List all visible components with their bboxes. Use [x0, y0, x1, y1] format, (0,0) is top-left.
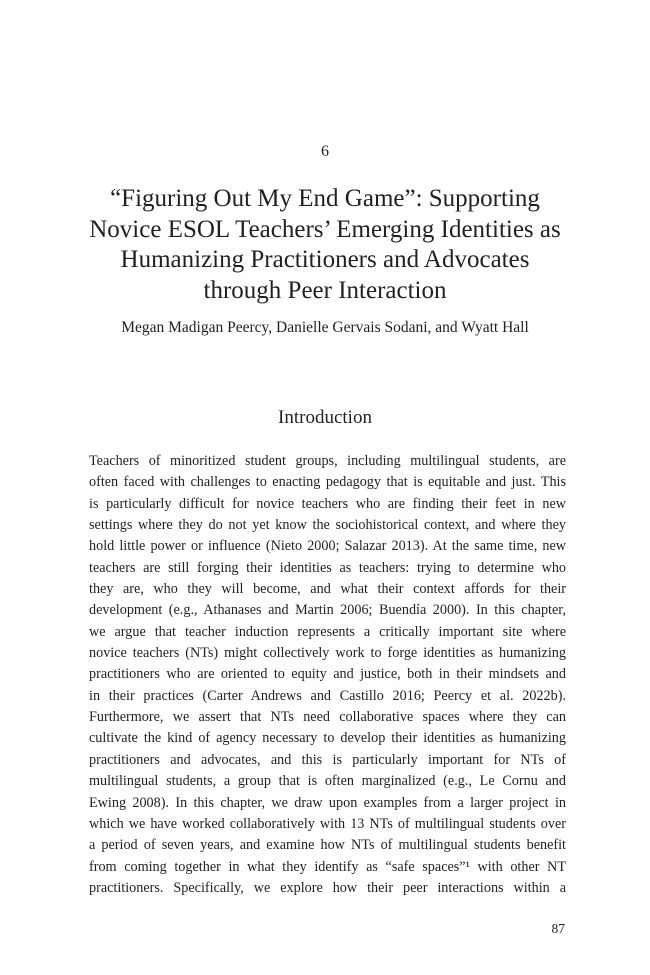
paragraph-line: teachers are still forging their identities as teachers: trying to determine who: [89, 559, 566, 576]
chapter-title-line: Novice ESOL Teachers’ Emerging Identities as: [89, 215, 561, 243]
chapter-title-line: through Peer Interaction: [203, 276, 447, 304]
paragraph-line: in their practices (Carter Andrews and Castillo 2016; Peercy et al. 2022b).: [89, 687, 566, 704]
chapter-authors: Megan Madigan Peercy, Danielle Gervais Sodani, and Wyatt Hall: [121, 319, 529, 336]
chapter-title: [60, 184, 590, 306]
paragraph-line: settings where they do not yet know the sociohistorical context, and where they: [89, 517, 566, 534]
paragraph-line: cultivate the kind of agency necessary to develop their identities as humanizing: [89, 730, 566, 747]
paragraph-line: development (e.g., Athanases and Martin 2006; Buendía 2000). In this chapter,: [89, 602, 566, 619]
paragraph-line: multilingual students, a group that is often marginalized (e.g., Le Cornu and: [89, 773, 566, 790]
paragraph-line: often faced with challenges to enacting pedagogy that is equitable and just. This: [89, 474, 566, 491]
paragraph-line: which we have worked collaboratively with 13 NTs of multilingual students over: [89, 815, 566, 832]
chapter-title-line: “Figuring Out My End Game”: Supporting: [110, 185, 540, 212]
paragraph-line: is particularly difficult for novice teachers who are finding their feet in new: [89, 495, 566, 512]
paragraph-line: from coming together in what they identify as “safe spaces”¹ with other NT: [89, 858, 566, 875]
paragraph-line: a period of seven years, and examine how NTs of multilingual students benefit: [89, 837, 566, 854]
body-paragraph: [89, 451, 566, 899]
paragraph-line: Teachers of minoritized student groups, including multilingual students, are: [89, 453, 566, 469]
chapter-title-line: Humanizing Practitioners and Advocates: [120, 246, 530, 273]
paragraph-line: Furthermore, we assert that NTs need collaborative spaces where they can: [89, 709, 566, 726]
paragraph-line: hold little power or influence (Nieto 2000; Salazar 2013). At the same time, new: [89, 538, 566, 555]
paragraph-line: practitioners who are oriented to equity and justice, both in their mindsets and: [89, 666, 566, 683]
section-heading: Introduction: [278, 407, 372, 428]
paragraph-line: novice teachers (NTs) might collectively work to forge identities as humanizing: [89, 645, 566, 662]
chapter-number: 6: [321, 143, 329, 160]
paragraph-line: they are, who they will become, and what their context affords for their: [89, 581, 566, 598]
paragraph-line: we argue that teacher induction represents a critically important site where: [89, 623, 566, 640]
page-number: 87: [551, 921, 565, 936]
paragraph-line: practitioners. Specifically, we explore how their peer interactions within a: [89, 879, 566, 896]
paragraph-line: practitioners and advocates, and this is particularly important for NTs of: [89, 751, 566, 768]
paragraph-line: Ewing 2008). In this chapter, we draw upon examples from a larger project in: [89, 794, 566, 811]
